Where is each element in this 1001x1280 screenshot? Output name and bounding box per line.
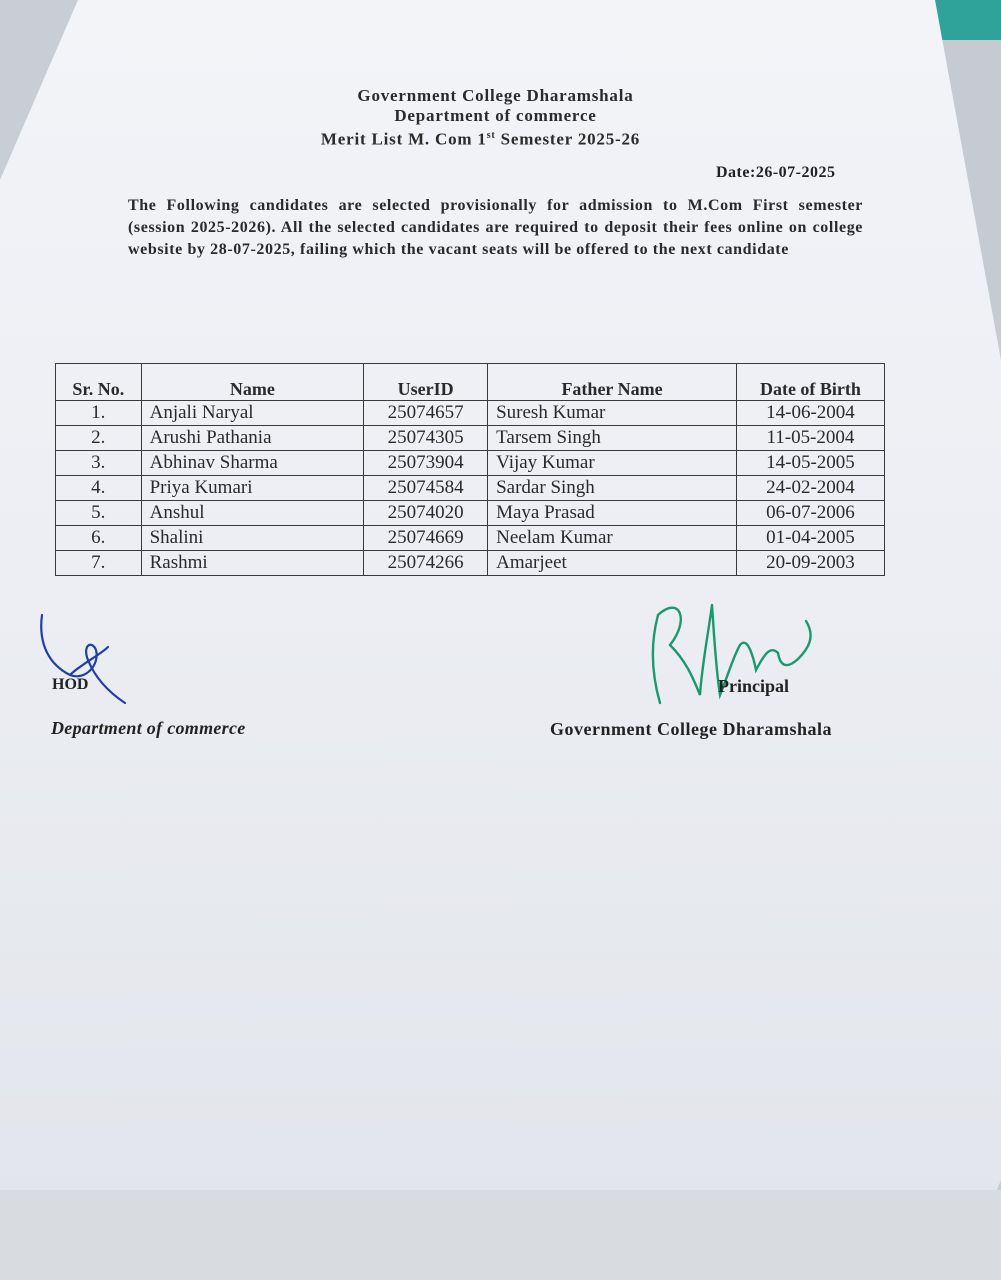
cell-sr-no: 1. (56, 401, 142, 426)
cell-name: Anjali Naryal (141, 401, 364, 426)
table-row (56, 426, 885, 451)
cell-name: Arushi Pathania (141, 426, 364, 451)
table-header-row (56, 364, 885, 401)
cell-name: Abhinav Sharma (141, 451, 364, 476)
cell-father-name: Sardar Singh (488, 476, 737, 501)
document-date: Date:26-07-2025 (716, 164, 836, 181)
table-row (56, 401, 885, 426)
cell-father-name: Tarsem Singh (488, 426, 737, 451)
table-row (56, 551, 885, 576)
hod-label: HOD (52, 676, 89, 693)
hod-department: Department of commerce (51, 718, 246, 738)
cell-sr-no: 5. (56, 501, 142, 526)
hod-signature-icon (30, 605, 140, 715)
col-userid: UserID (364, 364, 488, 401)
cell-sr-no: 6. (56, 526, 142, 551)
merit-list-title: Merit List M. Com 1st Semester 2025-26 (320, 129, 641, 149)
principal-organization: Government College Dharamshala (550, 719, 832, 739)
page-bottom-shadow (0, 1190, 1001, 1280)
merit-table (55, 363, 885, 576)
college-name: Government College Dharamshala (357, 86, 634, 105)
cell-userid: 25074584 (364, 476, 488, 501)
admission-notice: The Following candidates are selected provisionally for admission to M.Com First semester (session 2025-2026). All the selected candidates are required to deposit their fees online on college website by 28-07-2025, failing which the vacant seats will be offered to the next candidate (128, 197, 863, 258)
cell-userid: 25073904 (364, 451, 488, 476)
cell-dob: 20-09-2003 (736, 551, 884, 576)
cell-father-name: Suresh Kumar (488, 401, 737, 426)
cell-sr-no: 4. (56, 476, 142, 501)
cell-name: Priya Kumari (141, 476, 364, 501)
cell-name: Rashmi (141, 551, 364, 576)
cell-dob: 14-06-2004 (736, 401, 884, 426)
cell-father-name: Vijay Kumar (488, 451, 737, 476)
principal-label: Principal (718, 676, 789, 696)
cell-name: Anshul (141, 501, 364, 526)
cell-father-name: Maya Prasad (488, 501, 737, 526)
table-row (56, 501, 885, 526)
cell-dob: 14-05-2005 (736, 451, 884, 476)
cell-dob: 01-04-2005 (736, 526, 884, 551)
cell-userid: 25074669 (364, 526, 488, 551)
cell-userid: 25074657 (364, 401, 488, 426)
cell-sr-no: 2. (56, 426, 142, 451)
cell-userid: 25074305 (364, 426, 488, 451)
cell-father-name: Neelam Kumar (488, 526, 737, 551)
table-row (56, 526, 885, 551)
document-header (0, 86, 1001, 150)
table-row (56, 451, 885, 476)
table-row (56, 476, 885, 501)
cell-father-name: Amarjeet (488, 551, 737, 576)
col-sr-no: Sr. No. (56, 364, 142, 401)
cell-name: Shalini (141, 526, 364, 551)
col-date-of-birth: Date of Birth (736, 364, 884, 401)
col-father-name: Father Name (488, 364, 737, 401)
cell-userid: 25074020 (364, 501, 488, 526)
cell-sr-no: 3. (56, 451, 142, 476)
cell-dob: 06-07-2006 (736, 501, 884, 526)
cell-dob: 24-02-2004 (736, 476, 884, 501)
cell-sr-no: 7. (56, 551, 142, 576)
department-name: Department of commerce (394, 106, 597, 125)
cell-dob: 11-05-2004 (736, 426, 884, 451)
cell-userid: 25074266 (364, 551, 488, 576)
col-name: Name (141, 364, 364, 401)
